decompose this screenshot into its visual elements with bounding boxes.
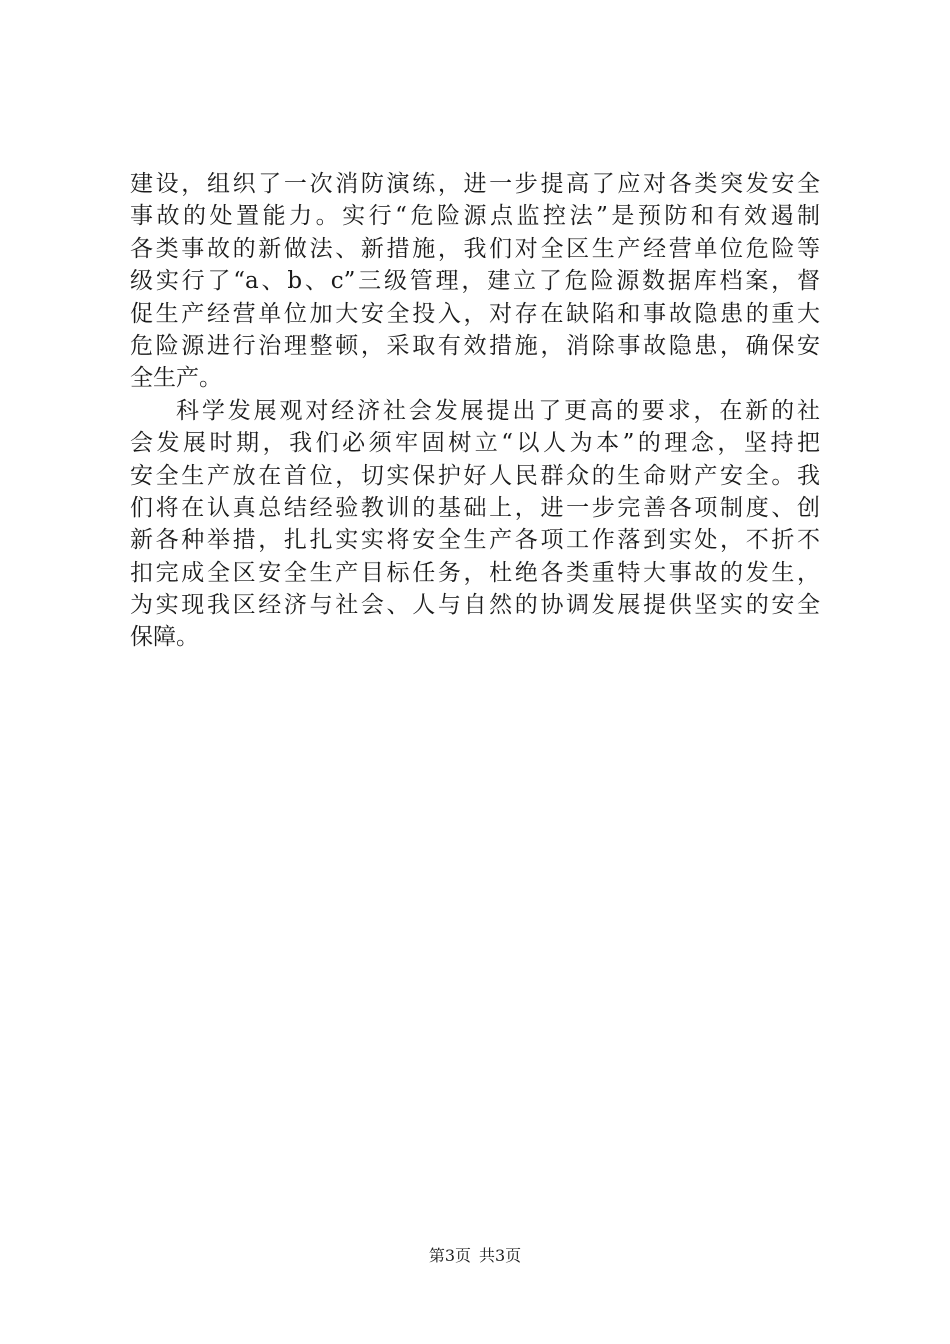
page-footer xyxy=(0,1246,950,1266)
text-line: 扣完成全区安全生产目标任务，杜绝各类重特大事故的发生， xyxy=(130,559,820,586)
paragraph-2 xyxy=(130,395,820,654)
text-line: 全生产。 xyxy=(130,365,222,392)
text-line: 事故的处置能力。实行“危险源点监控法”是预防和有效遏制 xyxy=(130,203,820,230)
page-number: 第3页 xyxy=(428,1246,471,1265)
text-line: 们将在认真总结经验教训的基础上，进一步完善各项制度、创 xyxy=(130,494,820,521)
page-total: 共3页 xyxy=(479,1246,522,1265)
text-line: 科学发展观对经济社会发展提出了更高的要求，在新的社 xyxy=(176,397,820,424)
paragraph-1 xyxy=(130,168,820,395)
text-line: 会发展时期，我们必须牢固树立“以人为本”的理念，坚持把 xyxy=(130,430,820,457)
text-line: 安全生产放在首位，切实保护好人民群众的生命财产安全。我 xyxy=(130,462,820,489)
text-line: 危险源进行治理整顿，采取有效措施，消除事故隐患，确保安 xyxy=(130,332,820,359)
text-line: 各类事故的新做法、新措施，我们对全区生产经营单位危险等 xyxy=(130,235,820,262)
text-line: 新各种举措，扎扎实实将安全生产各项工作落到实处，不折不 xyxy=(130,527,820,554)
text-line: 为实现我区经济与社会、人与自然的协调发展提供坚实的安全 xyxy=(130,592,820,619)
text-line: 级实行了“a、b、c”三级管理，建立了危险源数据库档案，督 xyxy=(130,268,820,295)
text-line: 保障。 xyxy=(130,624,199,651)
document-body xyxy=(130,168,820,654)
text-line: 建设，组织了一次消防演练，进一步提高了应对各类突发安全 xyxy=(130,171,820,197)
text-line: 促生产经营单位加大安全投入，对存在缺陷和事故隐患的重大 xyxy=(130,300,820,327)
